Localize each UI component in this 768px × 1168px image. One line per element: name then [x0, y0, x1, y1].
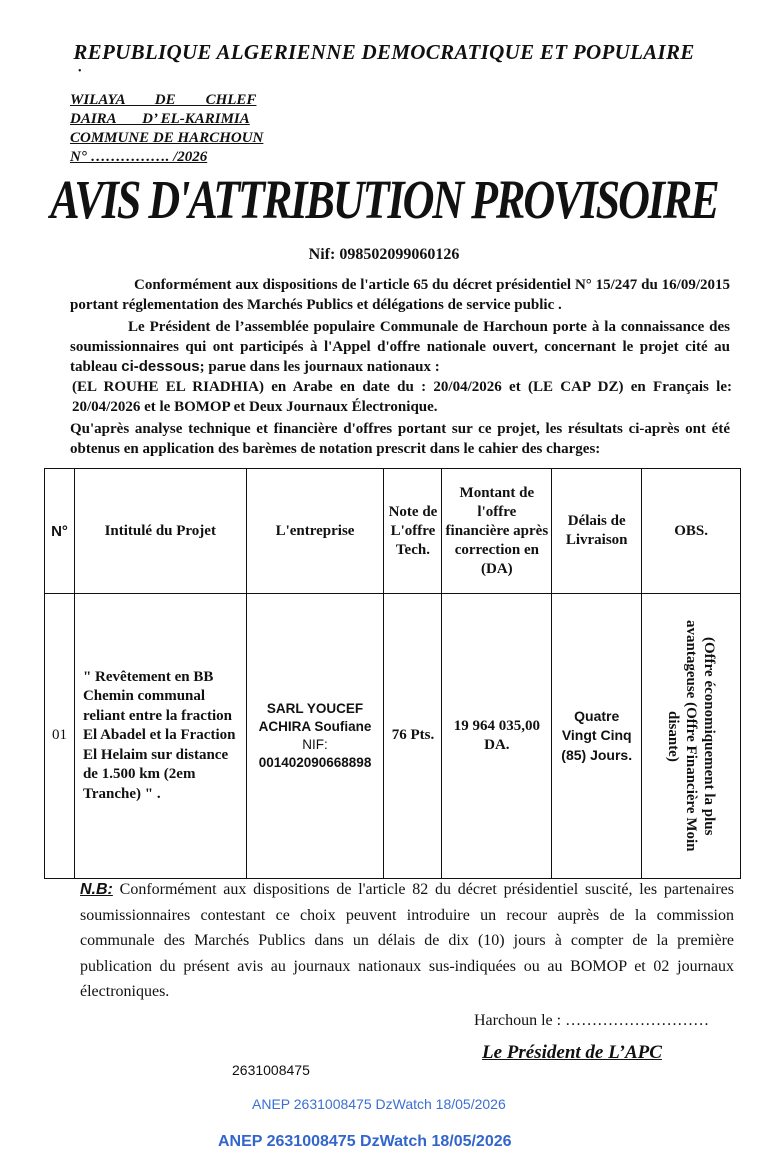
place-date-line: Harchoun le : ……………………… — [474, 1012, 710, 1029]
anep-watermark-2: ANEP 2631008475 DzWatch 18/05/2026 — [218, 1133, 512, 1150]
obs-wrapper — [645, 601, 737, 871]
header-project: Intitulé du Projet — [74, 469, 246, 594]
signatory: Le Président de L’APC — [482, 1042, 662, 1063]
nota-bene — [80, 877, 734, 1005]
nb-label: N.B: — [80, 881, 113, 898]
cell-delay: Quatre Vingt Cinq (85) Jours. — [552, 594, 642, 879]
nif-number: Nif: 098502099060126 — [308, 246, 460, 263]
header-company: L'entreprise — [246, 469, 384, 594]
cell-tech-score: 76 Pts. — [384, 594, 442, 879]
reference-number: N° ……………. /2026 — [70, 149, 208, 165]
header-tech-score: Note de L'offre Tech. — [384, 469, 442, 594]
paragraph-president-end: ; parue dans les journaux nationaux : — [199, 359, 440, 375]
cell-amount: 19 964 035,00 DA. — [442, 594, 552, 879]
cell-obs — [642, 594, 741, 879]
paragraph-president-emphasis: ci-dessous — [121, 358, 200, 375]
table-row — [45, 594, 741, 879]
results-table — [44, 468, 741, 879]
company-nif-label: NIF: — [302, 737, 328, 752]
republic-heading: REPUBLIQUE ALGERIENNE DEMOCRATIQUE ET POPULAIRE — [73, 40, 695, 64]
nb-text: Conformément aux dispositions de l'article 82 du décret présidentiel suscité, les partenaires soumissionnaires contestant ce choix peuvent introduire un recour auprès de la commission communale des Marchés Publics dans un délais de dix (10) jours à compter de la première publication du présent avis au journaux nationaux sus-indiquées ou au BOMOP et 02 journaux électroniques. — [80, 881, 734, 1000]
company-name: SARL YOUCEF ACHIRA Soufiane — [258, 701, 372, 734]
paragraph-results: Qu'après analyse technique et financière d'offres portant sur ce projet, les résultats ci-après ont été obtenus en application des barèmes de notation prescrit dans le cahier des charges: — [70, 421, 730, 457]
obs-text: (Offre économiquement la plus avantageuse (Offre Financière Moin disante) — [665, 620, 718, 852]
notice-title: AVIS D'ATTRIBUTION PROVISOIRE — [50, 169, 718, 231]
header-delay: Délais de Livraison — [552, 469, 642, 594]
paragraph-president-start: Le Président de l’assemblée populaire Communale de Harchoun porte à la connaissance des soumissionnaires qui ont participés à l'Appel d'offre nationale ouvert, concernant le projet cité au tableau — [70, 319, 730, 375]
table-header-row — [45, 469, 741, 594]
cell-project: " Revêtement en BB Chemin communal reliant entre la fraction El Abadel et la Fraction El Helaim sur distance de 1.500 km (2em Tranche) " . — [74, 594, 246, 879]
header-obs: OBS. — [642, 469, 741, 594]
header-amount: Montant de l'offre financière après correction en (DA) — [442, 469, 552, 594]
paragraph-decree: Conformément aux dispositions de l'article 65 du décret présidentiel N° 15/247 du 16/09/2015 portant réglementation des Marchés Publics et délégations de service public . — [70, 277, 730, 313]
cell-company — [246, 594, 384, 879]
company-nif: 001402090668898 — [258, 755, 372, 770]
paragraph-president — [70, 318, 730, 378]
daira-line: DAIRA D’ EL-KARIMIA — [70, 111, 250, 127]
commune-line: COMMUNE DE HARCHOUN — [70, 130, 264, 146]
publication-reference: 2631008475 — [232, 1062, 310, 1078]
anep-watermark-1: ANEP 2631008475 DzWatch 18/05/2026 — [252, 1096, 506, 1112]
header-number: N° — [45, 469, 75, 594]
paragraph-journals: (EL ROUHE EL RIADHIA) en Arabe en date du : 20/04/2026 et (LE CAP DZ) en Français le: 20/04/2026 et le BOMOP et Deux Journaux Électronique. — [72, 379, 732, 415]
stray-mark: • — [78, 66, 82, 77]
cell-number: 01 — [45, 594, 75, 879]
wilaya-line: WILAYA DE CHLEF — [70, 92, 257, 108]
